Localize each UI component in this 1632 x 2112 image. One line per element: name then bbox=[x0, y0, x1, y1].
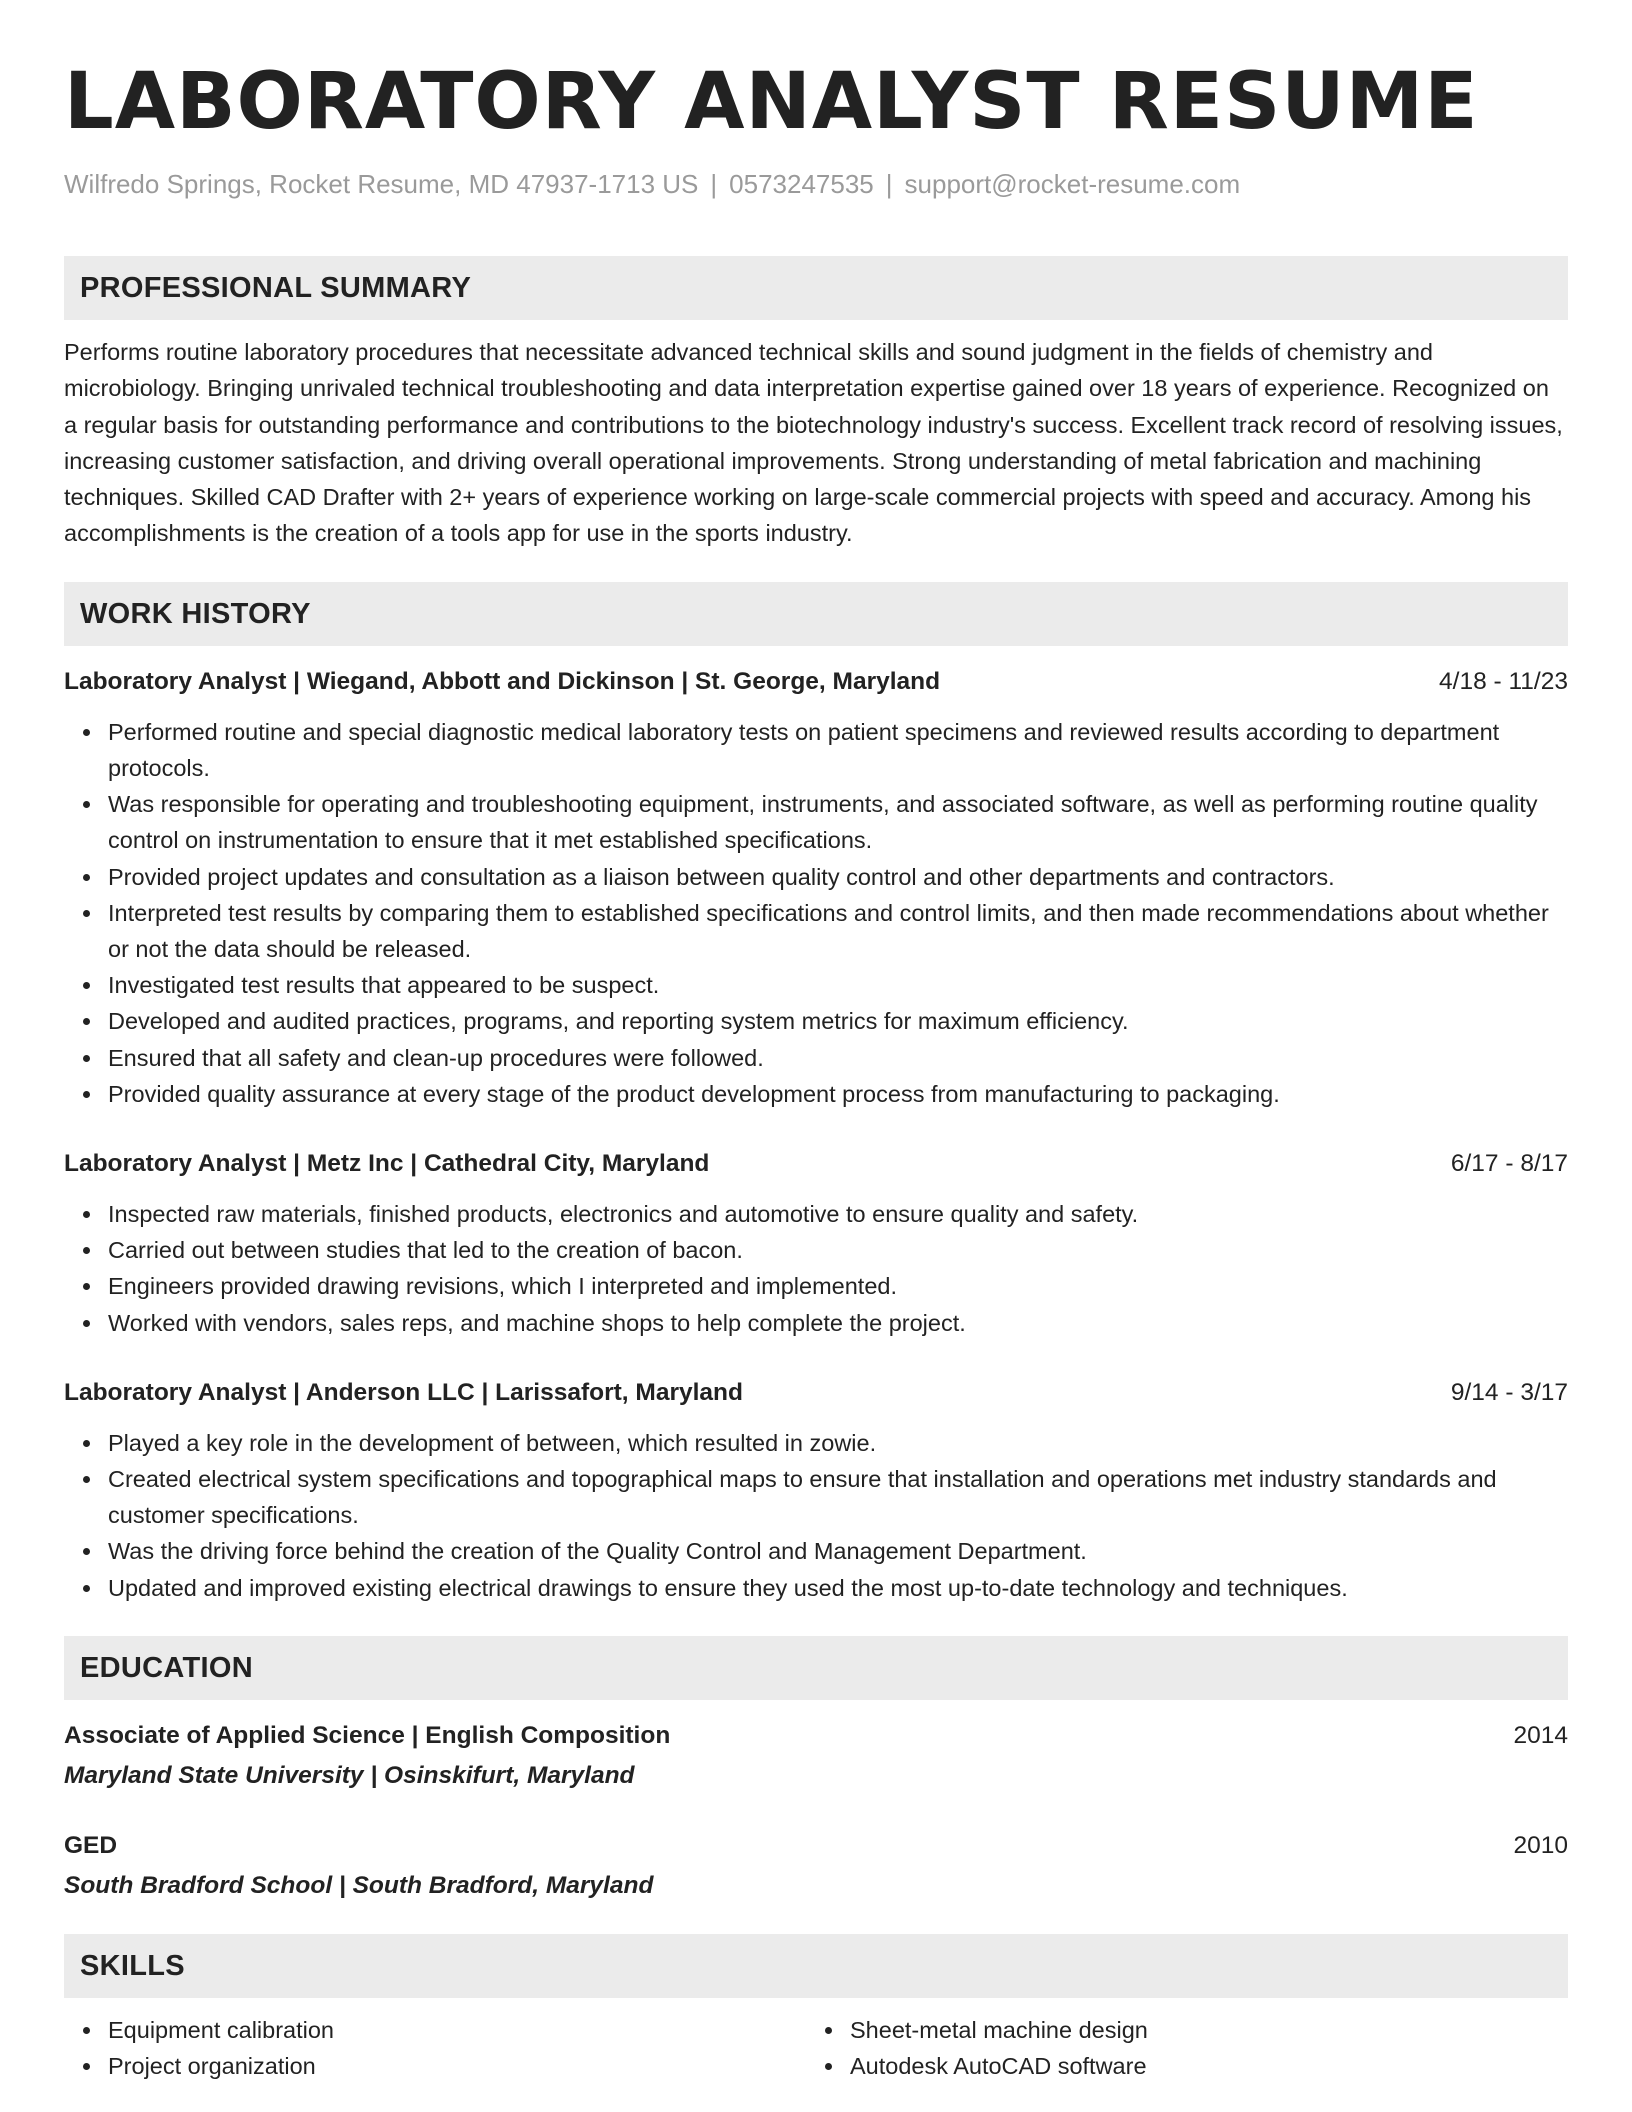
job-bullet: Played a key role in the development of between, which resulted in zowie. bbox=[108, 1425, 1568, 1461]
job-dates: 4/18 - 11/23 bbox=[1439, 667, 1568, 695]
job-bullet: Worked with vendors, sales reps, and machine shops to help complete the project. bbox=[108, 1305, 1568, 1341]
skills-list bbox=[64, 2012, 806, 2084]
job-bullet: Was responsible for operating and troubleshooting equipment, instruments, and associated software, as well as performing routine quality control on instrumentation to ensure that it met established specifications. bbox=[108, 786, 1568, 858]
job-bullet: Provided quality assurance at every stage of the product development process from manufacturing to packaging. bbox=[108, 1076, 1568, 1112]
job-bullet: Created electrical system specifications and topographical maps to ensure that installation and operations met industry standards and customer specifications. bbox=[108, 1461, 1568, 1533]
job-bullet: Was the driving force behind the creation of the Quality Control and Management Department. bbox=[108, 1533, 1568, 1569]
job-bullet: Updated and improved existing electrical drawings to ensure they used the most up-to-date technology and techniques. bbox=[108, 1570, 1568, 1606]
job-entry bbox=[64, 664, 1568, 1112]
job-bullet: Investigated test results that appeared to be suspect. bbox=[108, 967, 1568, 1003]
job-bullet-list bbox=[64, 1196, 1568, 1341]
job-bullet: Performed routine and special diagnostic medical laboratory tests on patient specimens and reviewed results according to department protocols. bbox=[108, 714, 1568, 786]
education-school: Maryland State University | Osinskifurt, Maryland bbox=[64, 1761, 635, 1789]
education-header bbox=[64, 1828, 1568, 1864]
skills-column-left bbox=[64, 2012, 806, 2084]
education-entry bbox=[64, 1718, 1568, 1794]
job-title: Laboratory Analyst | Metz Inc | Cathedral City, Maryland bbox=[64, 1150, 710, 1178]
job-bullet: Ensured that all safety and clean-up procedures were followed. bbox=[108, 1040, 1568, 1076]
contact-email: support@rocket-resume.com bbox=[904, 169, 1241, 199]
summary-text: Performs routine laboratory procedures that necessitate advanced technical skills and sound judgment in the fields of chemistry and microbiology. Bringing unrivaled technical troubleshooting and data interpretation expertise gained over 18 years of experience. Recognized on a regular basis for outstanding performance and contributions to the biotechnology industry's success. Excellent track record of resolving issues, increasing customer satisfaction, and driving overall operational improvements. Strong understanding of metal fabrication and machining techniques. Skilled CAD Drafter with 2+ years of experience working on large-scale commercial projects with speed and accuracy. Among his accomplishments is the creation of a tools app for use in the sports industry. bbox=[64, 339, 1563, 547]
job-entry bbox=[64, 1146, 1568, 1341]
resume-title: LABORATORY ANALYST RESUME bbox=[64, 57, 1479, 147]
skill-item: Project organization bbox=[108, 2048, 806, 2084]
contact-address: Wilfredo Springs, Rocket Resume, MD 47937-1713 US bbox=[64, 169, 699, 199]
job-bullet: Carried out between studies that led to the creation of bacon. bbox=[108, 1232, 1568, 1268]
job-bullet: Provided project updates and consultation as a liaison between quality control and other departments and contractors. bbox=[108, 859, 1568, 895]
skill-item: Equipment calibration bbox=[108, 2012, 806, 2048]
education-entry bbox=[64, 1828, 1568, 1904]
contact-line bbox=[64, 166, 1568, 202]
education-degree: Associate of Applied Science | English Composition bbox=[64, 1721, 671, 1749]
job-title: Laboratory Analyst | Anderson LLC | Larissafort, Maryland bbox=[64, 1378, 743, 1406]
contact-phone: 0573247535 bbox=[729, 169, 874, 199]
skills-column-right bbox=[806, 2012, 1548, 2084]
section-header-summary: PROFESSIONAL SUMMARY bbox=[64, 256, 1568, 320]
job-header bbox=[64, 1146, 1568, 1182]
section-header-education: EDUCATION bbox=[64, 1636, 1568, 1700]
job-bullet: Interpreted test results by comparing them to established specifications and control limits, and then made recommendations about whether or not the data should be released. bbox=[108, 895, 1568, 967]
education-year: 2014 bbox=[1513, 1721, 1568, 1749]
job-header bbox=[64, 1375, 1568, 1411]
skills-list bbox=[806, 2012, 1548, 2084]
education-header bbox=[64, 1718, 1568, 1754]
job-bullet: Engineers provided drawing revisions, which I interpreted and implemented. bbox=[108, 1268, 1568, 1304]
skills-grid bbox=[64, 2012, 1568, 2084]
section-header-work-history: WORK HISTORY bbox=[64, 582, 1568, 646]
job-title: Laboratory Analyst | Wiegand, Abbott and Dickinson | St. George, Maryland bbox=[64, 667, 941, 695]
job-bullet: Developed and audited practices, programs, and reporting system metrics for maximum efficiency. bbox=[108, 1003, 1568, 1039]
skill-item: Sheet-metal machine design bbox=[850, 2012, 1548, 2048]
skill-item: Autodesk AutoCAD software bbox=[850, 2048, 1548, 2084]
job-entry bbox=[64, 1375, 1568, 1606]
job-dates: 6/17 - 8/17 bbox=[1450, 1150, 1568, 1178]
job-header bbox=[64, 664, 1568, 700]
job-dates: 9/14 - 3/17 bbox=[1450, 1378, 1568, 1406]
education-year: 2010 bbox=[1513, 1831, 1568, 1859]
education-degree: GED bbox=[64, 1831, 118, 1859]
job-bullet: Inspected raw materials, finished products, electronics and automotive to ensure quality and safety. bbox=[108, 1196, 1568, 1232]
section-header-skills: SKILLS bbox=[64, 1934, 1568, 1998]
job-bullet-list bbox=[64, 714, 1568, 1112]
contact-separator: | bbox=[710, 169, 718, 199]
job-bullet-list bbox=[64, 1425, 1568, 1606]
education-school: South Bradford School | South Bradford, Maryland bbox=[64, 1871, 654, 1899]
contact-separator: | bbox=[885, 169, 893, 199]
resume-page bbox=[64, 52, 1568, 2084]
